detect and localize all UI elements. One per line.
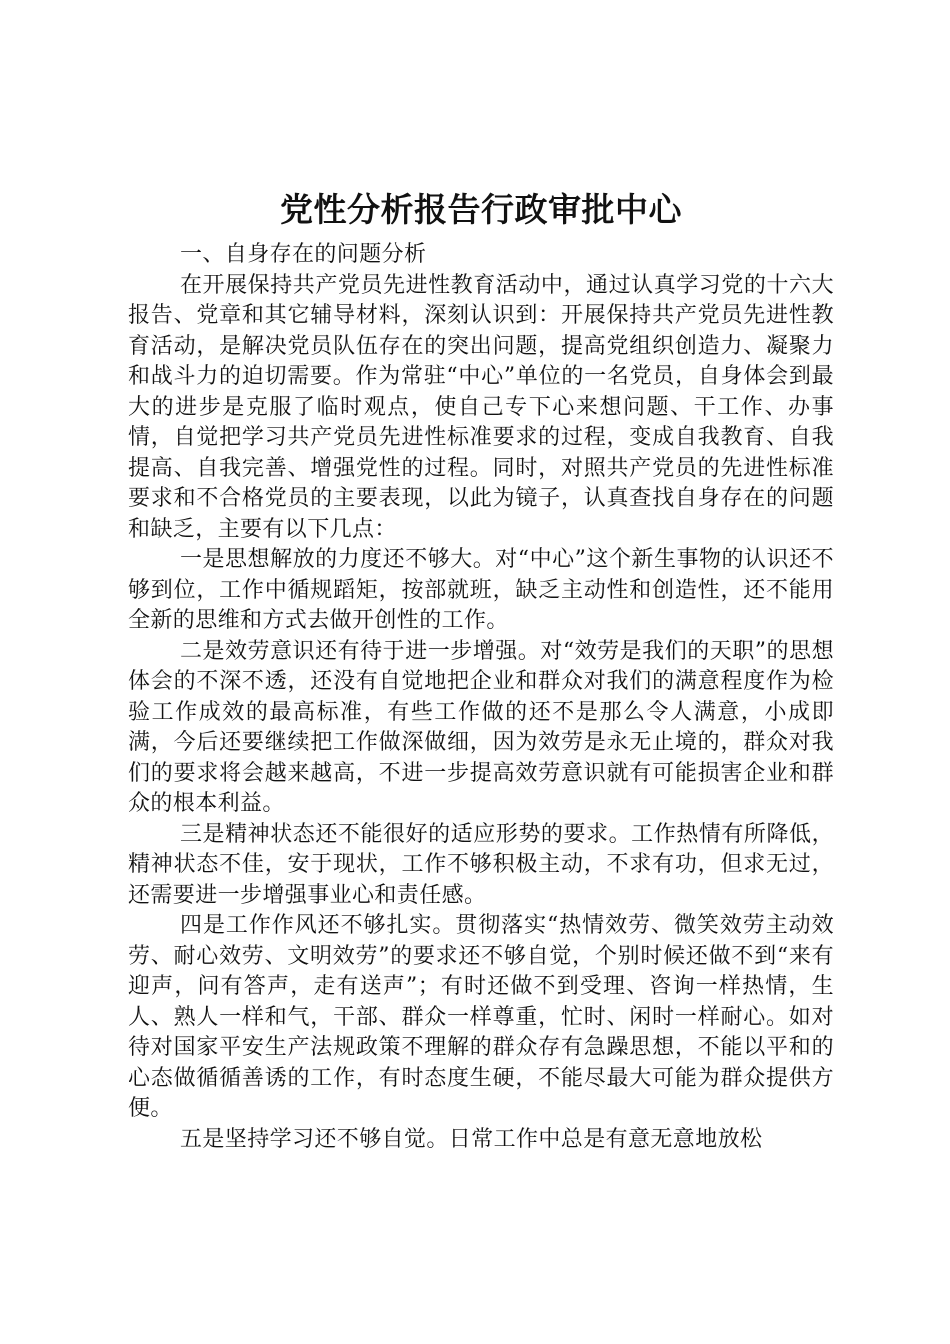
document-title: 党性分析报告行政审批中心 <box>280 190 682 229</box>
paragraph-point-five: 五是坚持学习还不够自觉。日常工作中总是有意无意地放松 <box>180 1126 763 1152</box>
paragraph-point-four: 四是工作作风还不够扎实。贯彻落实“热情效劳、微笑效劳主动效劳、耐心效劳、文明效劳”的要求还不够自觉，个别时候还做不到“来有迎声，问有答声，走有送声”；有时还做不到受理、咨询一样热情，生人、熟人一样和气，干部、群众一样尊重，忙时、闲时一样耐心。如对待对国家平安生产法规政策不理解的群众存有急躁思想，不能以平和的心态做循循善诱的工作，有时态度生硬，不能尽最大可能为群众提供方便。 <box>128 913 834 1121</box>
document-page <box>128 188 834 1155</box>
paragraph-point-two: 二是效劳意识还有待于进一步增强。对“效劳是我们的天职”的思想体会的不深不透，还没有自觉地把企业和群众对我们的满意程度作为检验工作成效的最高标准，有些工作做的还不是那么令人满意，小成即满，今后还要继续把工作做深做细，因为效劳是永无止境的，群众对我们的要求将会越来越高，不进一步提高效劳意识就有可能损害企业和群众的根本利益。 <box>128 638 834 816</box>
section-heading: 一、自身存在的问题分析 <box>180 242 427 267</box>
paragraph-intro: 在开展保持共产党员先进性教育活动中，通过认真学习党的十六大报告、党章和其它辅导材料，深刻认识到：开展保持共产党员先进性教育活动，是解决党员队伍存在的突出问题，提高党组织创造力、凝聚力和战斗力的迫切需要。作为常驻“中心”单位的一名党员，自身体会到最大的进步是克服了临时观点，使自己专下心来想问题、干工作、办事情，自觉把学习共产党员先进性标准要求的过程，变成自我教育、自我提高、自我完善、增强党性的过程。同时，对照共产党员的先进性标准要求和不合格党员的主要表现，以此为镜子，认真查找自身存在的问题和缺乏，主要有以下几点： <box>128 272 834 542</box>
paragraph-point-one: 一是思想解放的力度还不够大。对“中心”这个新生事物的认识还不够到位，工作中循规蹈矩，按部就班，缺乏主动性和创造性，还不能用全新的思维和方式去做开创性的工作。 <box>128 547 834 633</box>
paragraph-point-three: 三是精神状态还不能很好的适应形势的要求。工作热情有所降低，精神状态不佳，安于现状，工作不够积极主动，不求有功，但求无过，还需要进一步增强事业心和责任感。 <box>128 821 834 908</box>
